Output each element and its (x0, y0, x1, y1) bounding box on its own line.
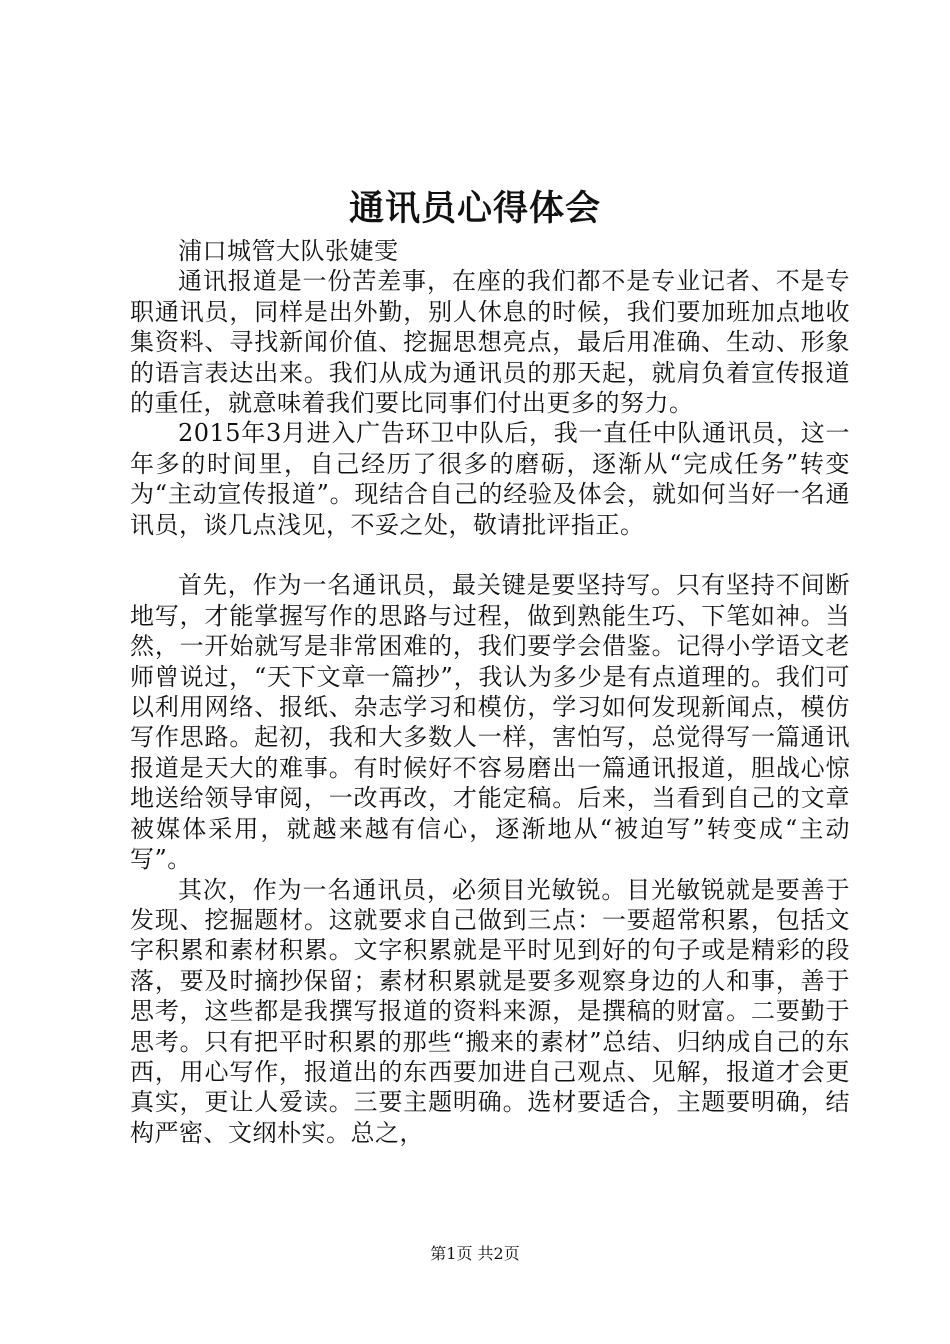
paragraph-spacer (130, 540, 850, 570)
paragraph-second-point: 其次，作为一名通讯员，必须目光敏锐。目光敏锐就是要善于发现、挖掘题材。这就要求自己做到三点：一要超常积累，包括文字积累和素材积累。文字积累就是平时见到好的句子或是精彩的段落，要及时摘抄保留；素材积累就是要多观察身边的人和事，善于思考，这些都是我撰写报道的资料来源，是撰稿的财富。二要勤于思考。只有把平时积累的那些“搬来的素材”总结、归纳成自己的东西，用心写作，报道出的东西要加进自己观点、见解，报道才会更真实，更让人爱读。三要主题明确。选材要适合，主题要明确，结构严密、文纲朴实。总之， (130, 875, 850, 1147)
paragraph-intro: 通讯报道是一份苦差事，在座的我们都不是专业记者、不是专职通讯员，同样是出外勤，别人休息的时候，我们要加班加点地收集资料、寻找新闻价值、挖掘思想亮点，最后用准确、生动、形象的语言表达出来。我们从成为通讯员的那天起，就肩负着宣传报道的重任，就意味着我们要比同事们付出更多的努力。 (130, 267, 850, 418)
author-line: 浦口城管大队张婕雯 (178, 237, 399, 265)
paragraph-background: 2015年3月进入广告环卫中队后，我一直任中队通讯员，这一年多的时间里，自己经历了很多的磨砺，逐渐从“完成任务”转变为“主动宣传报道”。现结合自己的经验及体会，就如何当好一名通讯员，谈几点浅见，不妥之处，敬请批评指正。 (130, 419, 850, 539)
page-footer: 第1页 共2页 (430, 1244, 520, 1263)
document-title: 通讯员心得体会 (348, 188, 601, 229)
document-body (130, 236, 850, 1148)
paragraph-first-point: 首先，作为一名通讯员，最关键是要坚持写。只有坚持不间断地写，才能掌握写作的思路与过程，做到熟能生巧、下笔如神。当然，一开始就写是非常困难的，我们要学会借鉴。记得小学语文老师曾说过，“天下文章一篇抄”，我认为多少是有点道理的。我们可以利用网络、报纸、杂志学习和模仿，学习如何发现新闻点，模仿写作思路。起初，我和大多数人一样，害怕写，总觉得写一篇通讯报道是天大的难事。有时候好不容易磨出一篇通讯报道，胆战心惊地送给领导审阅，一改再改，才能定稿。后来，当看到自己的文章被媒体采用，就越来越有信心，逐渐地从“被迫写”转变成“主动写”。 (130, 571, 850, 874)
